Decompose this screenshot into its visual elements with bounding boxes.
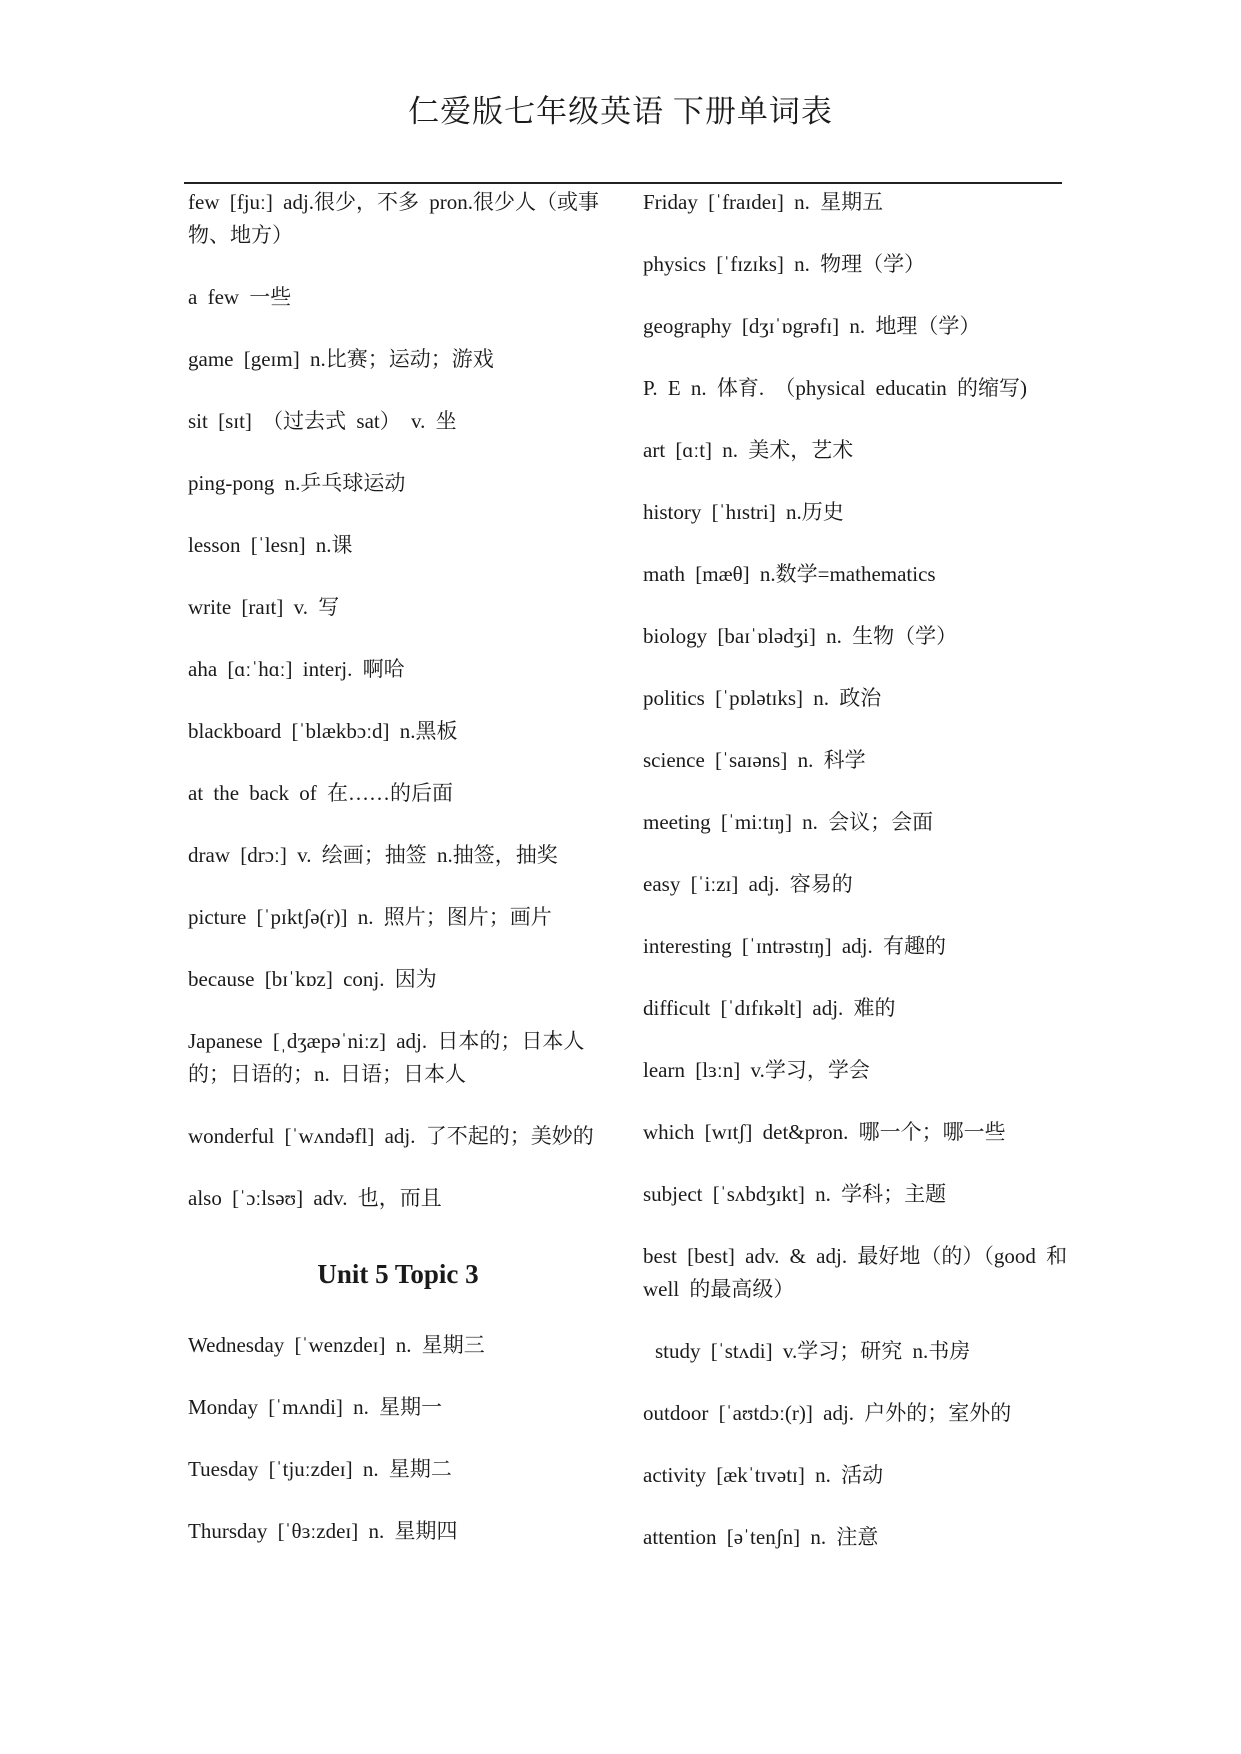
vocab-entry: aha [ɑːˈhɑː] interj. 啊哈	[188, 657, 405, 681]
vocab-entry: also [ˈɔːlsəʊ] adv. 也，而且	[188, 1186, 442, 1210]
vocab-entry: picture [ˈpɪktʃə(r)] n. 照片；图片；画片	[188, 905, 552, 929]
vocab-entry: geography [dʒɪˈɒgrəfɪ] n. 地理（学）	[643, 314, 981, 338]
vocab-entry: politics [ˈpɒlətɪks] n. 政治	[643, 686, 882, 710]
vocab-entry: wonderful [ˈwʌndəfl] adj. 了不起的；美妙的	[188, 1124, 594, 1148]
vocab-entry: P. E n. 体育. （physical educatin 的缩写)	[643, 376, 1028, 400]
vocab-entry: learn [lɜːn] v.学习，学会	[643, 1058, 870, 1082]
vocab-entry: subject [ˈsʌbdʒɪkt] n. 学科；主题	[643, 1182, 947, 1206]
vocab-entry: at the back of 在……的后面	[188, 781, 453, 805]
vocab-entry: outdoor [ˈaʊtdɔː(r)] adj. 户外的；室外的	[643, 1401, 1012, 1425]
vocab-entry: lesson [ˈlesn] n.课	[188, 533, 353, 557]
vocab-entry: history [ˈhɪstri] n.历史	[643, 500, 844, 524]
vocab-entry: math [mæθ] n.数学=mathematics	[643, 562, 936, 586]
vocab-entry: Japanese [ˌdʒæpəˈniːz] adj. 日本的；日本人的；日语的；n. 日语；日本人	[188, 1029, 585, 1086]
vocab-entry: Monday [ˈmʌndi] n. 星期一	[188, 1395, 443, 1419]
vocab-entry: interesting [ˈɪntrəstɪŋ] adj. 有趣的	[643, 934, 946, 958]
left-entries-top	[188, 186, 608, 1215]
vocab-entry: draw [drɔː] v. 绘画；抽签 n.抽签，抽奖	[188, 843, 558, 867]
vocab-entry: physics [ˈfɪzɪks] n. 物理（学）	[643, 252, 926, 276]
vocab-entry: few [fjuː] adj.很少，不多 pron.很少人（或事物、地方）	[188, 190, 600, 247]
vocab-entry: easy [ˈiːzɪ] adj. 容易的	[643, 872, 853, 896]
vocab-entry: Thursday [ˈθɜːzdeɪ] n. 星期四	[188, 1519, 458, 1543]
vocab-entry: Tuesday [ˈtjuːzdeɪ] n. 星期二	[188, 1457, 452, 1481]
vocab-entry: best [best] adv. & adj. 最好地（的）（good 和 well 的最高级）	[643, 1244, 1068, 1301]
vocab-entry: which [wɪtʃ] det&pron. 哪一个；哪一些	[643, 1120, 1006, 1144]
vocab-entry: sit [sɪt] （过去式 sat） v. 坐	[188, 409, 457, 433]
vocab-entry: ping-pong n.乒乓球运动	[188, 471, 406, 495]
vocab-entry: science [ˈsaɪəns] n. 科学	[643, 748, 866, 772]
vocab-entry: Friday [ˈfraɪdeɪ] n. 星期五	[643, 190, 884, 214]
right-entries	[643, 186, 1083, 1554]
vocab-entry: write [raɪt] v. 写	[188, 595, 340, 619]
page-title: 仁爱版七年级英语 下册单词表	[408, 94, 833, 129]
vocab-entry: blackboard [ˈblækbɔːd] n.黑板	[188, 719, 458, 743]
vocab-entry: game [geɪm] n.比赛；运动；游戏	[188, 347, 494, 371]
vocab-entry: meeting [ˈmiːtɪŋ] n. 会议；会面	[643, 810, 934, 834]
vocab-entry: biology [baɪˈɒlədʒi] n. 生物（学）	[643, 624, 958, 648]
vocab-entry: difficult [ˈdɪfɪkəlt] adj. 难的	[643, 996, 896, 1020]
right-column	[643, 186, 1083, 1583]
section-heading: Unit 5 Topic 3	[317, 1259, 479, 1289]
vocab-entry: study [ˈstʌdi] v.学习；研究 n.书房	[655, 1339, 971, 1363]
left-column	[188, 186, 608, 1577]
vocab-entry: because [bɪˈkɒz] conj. 因为	[188, 967, 437, 991]
header-rule	[184, 182, 1062, 184]
vocab-entry: art [ɑːt] n. 美术，艺术	[643, 438, 854, 462]
vocab-entry: Wednesday [ˈwenzdeɪ] n. 星期三	[188, 1333, 485, 1357]
vocab-entry: activity [ækˈtɪvətɪ] n. 活动	[643, 1463, 884, 1487]
left-entries-bottom	[188, 1329, 608, 1548]
vocab-entry: a few 一些	[188, 285, 292, 309]
vocab-entry: attention [əˈtenʃn] n. 注意	[643, 1525, 879, 1549]
